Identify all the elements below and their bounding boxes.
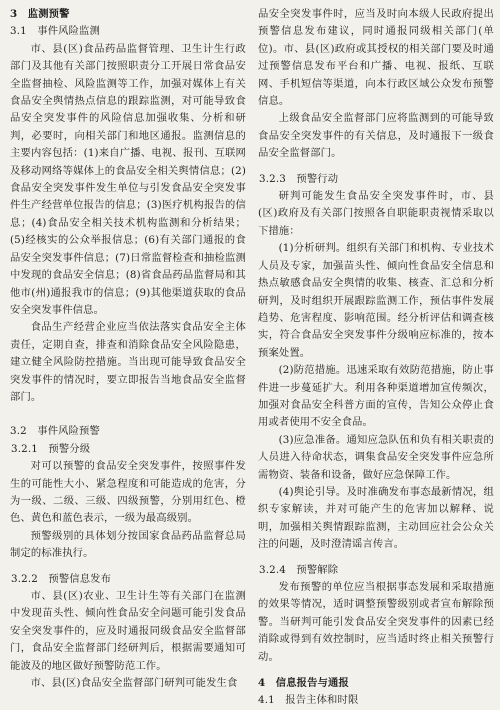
section-3-2-3-heading: 3.2.3 预警行动 xyxy=(259,172,339,185)
paragraph-warning-lift: 发布预警的单位应当根据事态发展和采取措施的效果等情况，适时调整预警级别或者宣布解除预警。当研判可能引发食品安全突发事件的因素已经消除或得到有效控制时，应当适时终止相关预警行动。 xyxy=(258,581,494,663)
left-column xyxy=(10,6,246,692)
section-4-heading: 4 信息报告与通报 xyxy=(258,677,349,690)
paragraph-release-cont: 品安全突发事件时，应当及时向本级人民政府提出预警信息发布建议，同时通报同级相关部门(单位)。市、县(区)政府或其授权的相关部门要及时通过预警信息发布平台和广播、电视、报纸、互联网、手机短信等渠道，向本行政区域公众发布预警信息。 xyxy=(258,8,494,108)
paragraph-public-opinion: (4)舆论引导。及时准确发布事态最新情况，组织专家解读，并对可能产生的危害加以解释、说明，加强相关舆情跟踪监测，主动回应社会公众关注的问题，及时澄清谣言传言。 xyxy=(258,485,494,551)
paragraph-analysis: (1)分析研判。组织有关部门和机构、专业技术人员及专家，加强苗头性、倾向性食品安全信息和热点敏感食品安全舆情的收集、核查、汇总和分析研判，及时组织开展跟踪监测工作，预估事件发展趋势、危害程度、影响范围。经分析评估和调查核实，符合食品安全突发事件分级响应标准的，按本预案处置。 xyxy=(258,242,494,359)
section-3-1-heading: 3.1 事件风险监测 xyxy=(10,25,100,38)
right-column xyxy=(258,6,494,710)
section-3-2-4-heading: 3.2.4 预警解除 xyxy=(259,563,339,576)
paragraph-enterprise-duty: 食品生产经营企业应当依法落实食品安全主体责任，定期自查，排查和消除食品安全风险隐患，建立健全风险防控措施。当出现可能导致食品安全突发事件的情况时，要立即报告当地食品安全监督部门。 xyxy=(10,321,246,403)
paragraph-prevention: (2)防范措施。迅速采取有效防范措施，防止事件进一步蔓延扩大。利用各种渠道增加宣传频次，加强对食品安全科普方面的宣传，告知公众停止食用或者使用不安全食品。 xyxy=(258,364,494,429)
paragraph-warning-levels: 对可以预警的食品安全突发事件，按照事件发生的可能性大小、紧急程度和可能造成的危害，分为一级、二级、三级、四级预警，分别用红色、橙色、黄色和蓝色表示，一级为最高级别。 xyxy=(10,460,246,525)
paragraph-info-release: 市、县(区)农业、卫生计生等有关部门在监测中发现苗头性、倾向性食品安全问题可能引发食品安全突发事件的，应及时通报同级食品安全监督部门，食品安全监督部门经研判后，根据需要通知可能波及的地区做好预警防范工作。 xyxy=(10,590,246,672)
section-3-2-heading: 3.2 事件风险预警 xyxy=(10,425,100,438)
section-3-2-2-heading: 3.2.2 预警信息发布 xyxy=(11,572,112,585)
paragraph-upper-notify: 上级食品安全监督部门应将监测到的可能导致食品安全突发事件的有关信息，及时通报下一级食品安全监督部门。 xyxy=(258,112,494,160)
paragraph-level-standard: 预警级别的具体划分按国家食品药品监督总局制定的标准执行。 xyxy=(10,529,246,560)
paragraph-warning-action: 研判可能发生食品安全突发事件时，市、县(区)政府及有关部门按照各自职能职责视情采取以下措施： xyxy=(258,190,494,237)
section-4-1-heading: 4.1 报告主体和时限 xyxy=(258,694,359,707)
paragraph-emergency-prep: (3)应急准备。通知应急队伍和负有相关职责的人员进入待命状态，调集食品安全突发事件应急所需物资、装备和设备，做好应急保障工作。 xyxy=(258,433,494,481)
paragraph-monitoring: 市、县(区)食品药品监督管理、卫生计生行政部门及其他有关部门按照职责分工开展日常食品安全监督抽检、风险监测等工作，加强对媒体上有关食品安全舆情热点信息的跟踪监测，对可能导致食品安全突发事件的风险信息加强收集、分析和研判，必要时，向相关部门和地区通报。监测信息的主要内容包括：(1)来自广播、电视、报刊、互联网及移动网络等媒体上的食品安全相关舆情信息；(2)食品安全突发事件发生单位与引发食品安全突发事件生产经营单位报告的信息；(3)医疗机构报告的信息；(4)食品安全相关技术机构监测和分析结果；(5)经核实的公众举报信息；(6)有关部门通报的食品安全突发事件信息；(7)日常监督检查和抽检监测中发现的食品安全信息；(8)省食品药品监督局和其他市(州)通报我市的信息；(9)其他渠道获取的食品安全突发事件信息。 xyxy=(10,42,246,316)
paragraph-release-continued: 市、县(区)食品安全监督部门研判可能发生食 xyxy=(30,677,238,690)
section-3-2-1-heading: 3.2.1 预警分级 xyxy=(11,442,91,455)
section-3-heading: 3 监测预警 xyxy=(10,8,70,20)
